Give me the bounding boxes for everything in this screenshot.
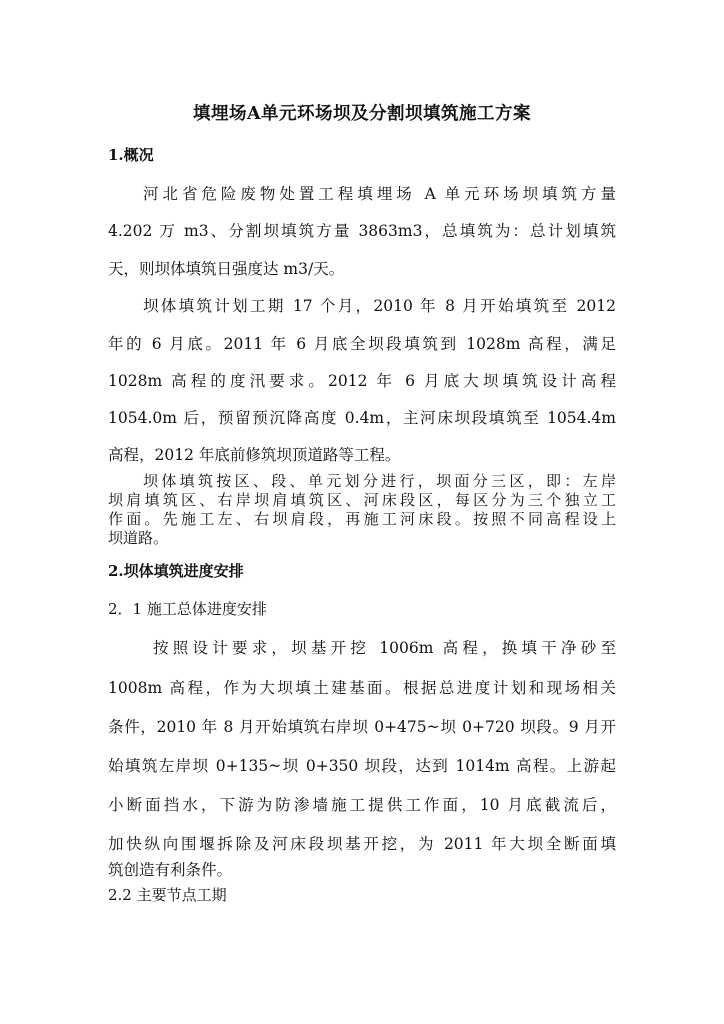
paragraph-line: 筑创造有利条件。 <box>108 861 233 879</box>
paragraph-line: 4.202 万 m3、分割坝填筑方量 3863m3，总填筑为：总计划填筑 <box>108 222 616 240</box>
paragraph-line: 1028m 高程的度汛要求。2012 年 6 月底大坝填筑设计高程 <box>108 372 616 390</box>
paragraph-line: 加快纵向围堰拆除及河床段坝基开挖，为 2011 年大坝全断面填 <box>108 835 616 853</box>
paragraph-line: 高程，2012 年底前修筑坝顶道路等工程。 <box>108 446 401 464</box>
paragraph-line: 坝肩填筑区、右岸坝肩填筑区、河床段区，每区分为三个独立工 <box>108 491 616 509</box>
paragraph-line: 坝体填筑按区、段、单元划分进行，坝面分三区，即：左岸 <box>143 472 616 490</box>
paragraph-line: 小断面挡水，下游为防渗墙施工提供工作面，10 月底截流后， <box>108 796 616 814</box>
paragraph-line: 河北省危险废物处置工程填埋场 A 单元环场坝填筑方量 <box>143 185 616 203</box>
document-title: 填埋场A单元环场坝及分割坝填筑施工方案 <box>192 104 532 124</box>
paragraph-line: 作面。先施工左、右坝肩段，再施工河床段。按照不同高程设上 <box>108 510 616 528</box>
subsection-2-1-heading: 2．1 施工总体进度安排 <box>108 600 267 618</box>
paragraph-line: 1054.0m 后，预留预沉降高度 0.4m，主河床坝段填筑至 1054.4m <box>108 409 616 427</box>
paragraph-line: 坝道路。 <box>108 529 169 547</box>
paragraph-line: 年的 6 月底。2011 年 6 月底全坝段填筑到 1028m 高程，满足 <box>108 335 616 353</box>
section-1-heading: 1.概况 <box>108 146 154 164</box>
paragraph-line: 始填筑左岸坝 0+135~坝 0+350 坝段，达到 1014m 高程。上游起 <box>108 757 616 775</box>
paragraph-line: 坝体填筑计划工期 17 个月，2010 年 8 月开始填筑至 2012 <box>143 297 616 315</box>
section-2-heading: 2.坝体填筑进度安排 <box>108 562 244 580</box>
paragraph-line: 1008m 高程，作为大坝填土建基面。根据总进度计划和现场相关 <box>108 679 616 697</box>
paragraph-line: 条件，2010 年 8 月开始填筑右岸坝 0+475~坝 0+720 坝段。9 月开 <box>108 718 616 736</box>
subsection-2-2-heading: 2.2 主要节点工期 <box>108 886 227 904</box>
paragraph-line: 天，则坝体填筑日强度达 m3/天。 <box>108 260 345 278</box>
paragraph-line: 按照设计要求，坝基开挖 1006m 高程，换填干净砂至 <box>153 639 616 657</box>
